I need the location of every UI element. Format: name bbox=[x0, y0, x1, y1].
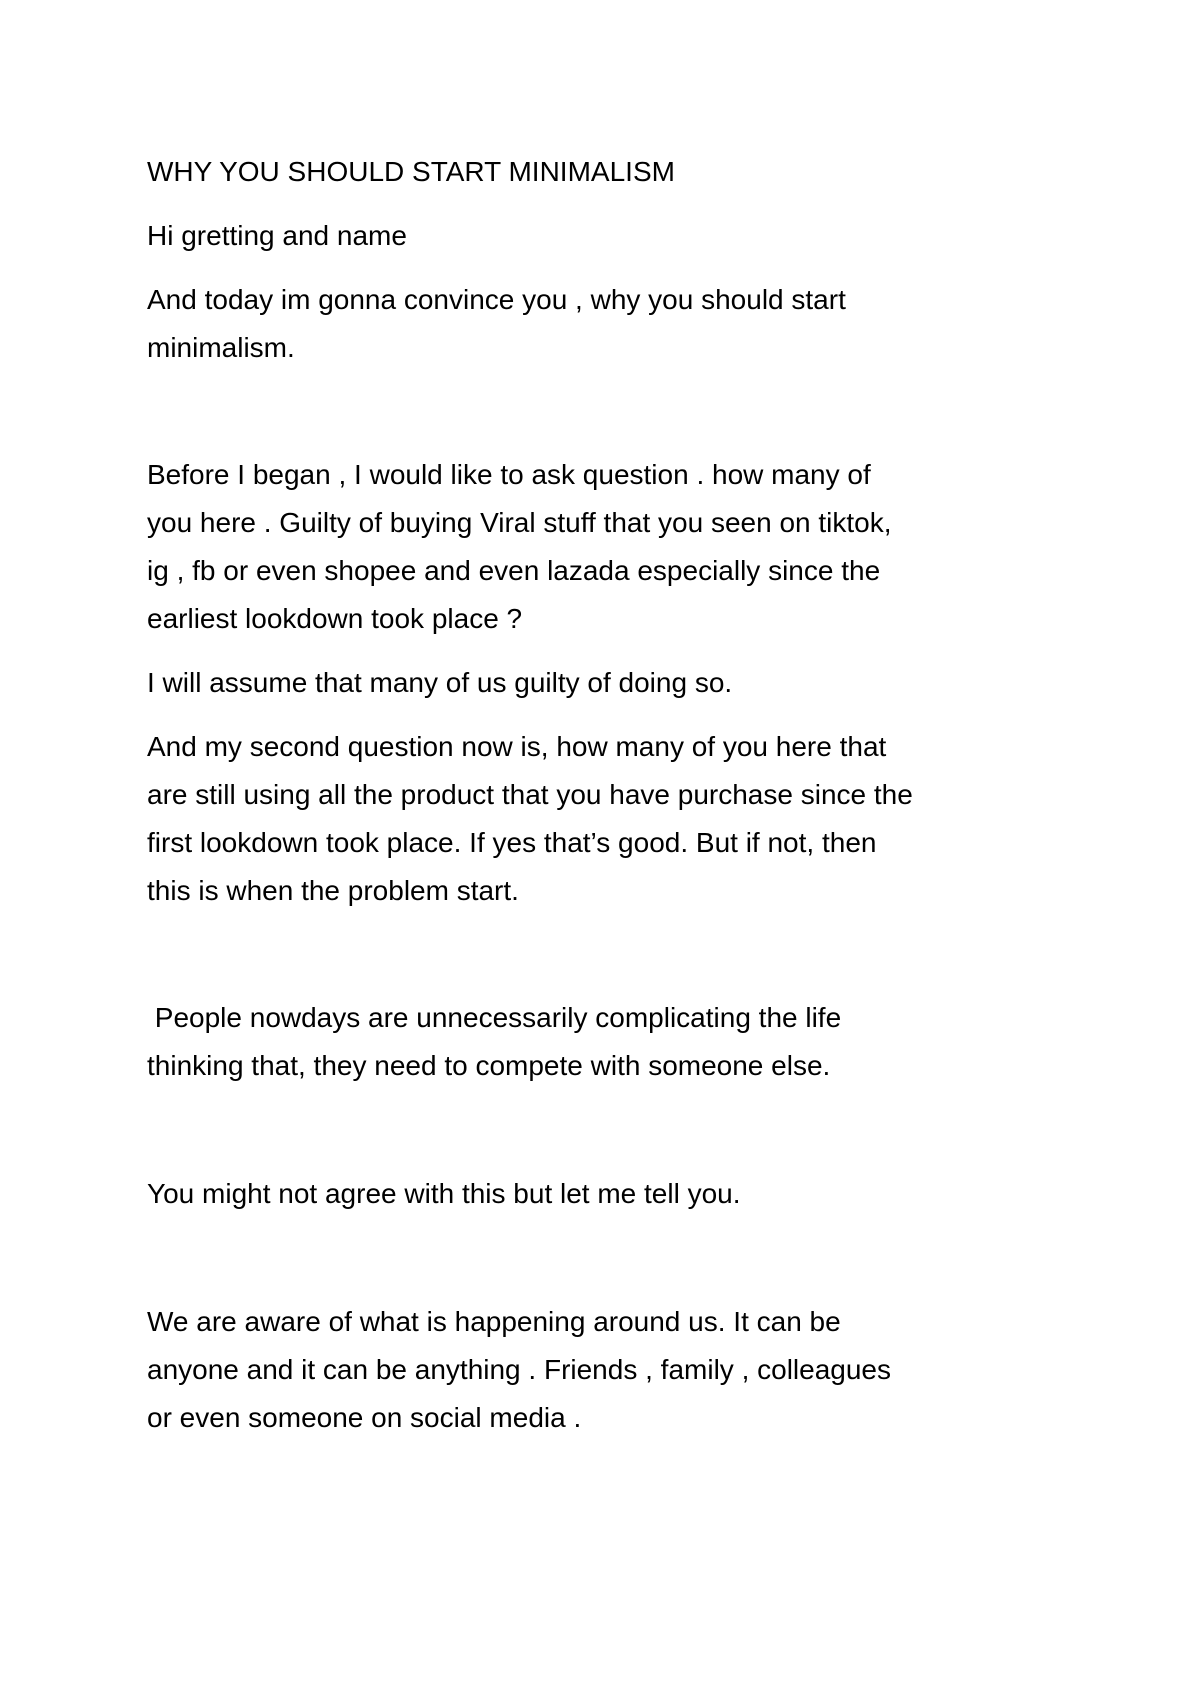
paragraph-greeting: Hi gretting and name bbox=[147, 220, 407, 251]
paragraph-line: Before I began , I would like to ask question . how many of bbox=[147, 459, 871, 490]
paragraph-line: anyone and it can be anything . Friends , family , colleagues bbox=[147, 1354, 891, 1385]
paragraph-line: We are aware of what is happening around us. It can be bbox=[147, 1306, 841, 1337]
paragraph-line: first lookdown took place. If yes that’s good. But if not, then bbox=[147, 827, 877, 858]
paragraph-assumption: I will assume that many of us guilty of doing so. bbox=[147, 667, 733, 698]
paragraph-line: earliest lookdown took place ? bbox=[147, 603, 523, 634]
paragraph-line: or even someone on social media . bbox=[147, 1402, 582, 1433]
paragraph-line: this is when the problem start. bbox=[147, 875, 519, 906]
paragraph-line: minimalism. bbox=[147, 332, 295, 363]
document-body bbox=[147, 148, 1087, 1442]
paragraph-second-question bbox=[147, 723, 1087, 915]
paragraph-line: you here . Guilty of buying Viral stuff that you seen on tiktok, bbox=[147, 507, 892, 538]
paragraph-awareness bbox=[147, 1298, 1087, 1442]
paragraph-intro bbox=[147, 276, 1087, 372]
document-title: WHY YOU SHOULD START MINIMALISM bbox=[147, 156, 675, 187]
paragraph-line: ig , fb or even shopee and even lazada especially since the bbox=[147, 555, 881, 586]
paragraph-disagree: You might not agree with this but let me tell you. bbox=[147, 1178, 741, 1209]
paragraph-line: are still using all the product that you have purchase since the bbox=[147, 779, 913, 810]
paragraph-line: thinking that, they need to compete with someone else. bbox=[147, 1050, 831, 1081]
paragraph-line: And my second question now is, how many of you here that bbox=[147, 731, 887, 762]
paragraph-first-question bbox=[147, 451, 1087, 643]
paragraph-people bbox=[147, 994, 1087, 1090]
paragraph-line: And today im gonna convince you , why you should start bbox=[147, 284, 846, 315]
paragraph-line: People nowdays are unnecessarily complicating the life bbox=[147, 1002, 842, 1033]
